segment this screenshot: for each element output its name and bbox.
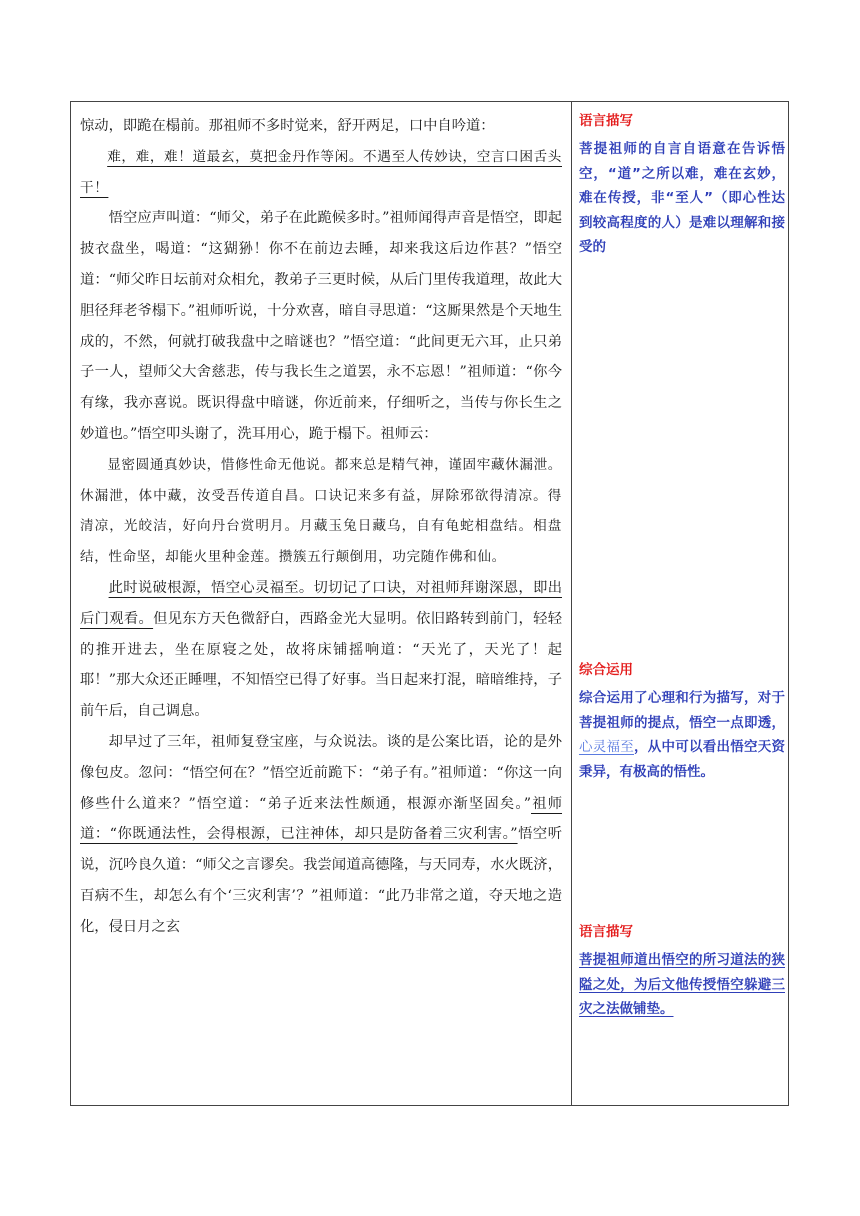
side-note-3: [579, 920, 785, 1022]
side-note-3-text: 菩提祖师道出悟空的所习道法的狭隘之处，为后文他传授悟空躲避三灾之法做铺垫。: [579, 952, 785, 1017]
paragraph-3-rest: 但见东方天色微舒白，西路金光大显明。依旧路转到前门，轻轻的推开进去，坐在原寝之处，故将床铺摇响道：“天光了，天光了！起耶！”那大众还正睡哩，不知悟空已得了好事。当日起来打混，暗暗维持，子前午后，自己调息。: [80, 610, 562, 720]
paragraph-4-start: 却早过了三年，祖师复登宝座，与众说法。谈的是公案比语，论的是外像包皮。忽问：“悟空何在？”悟空近前跪下：“弟子有。”祖师道：“你这一向修些什么道来？”悟空道：“弟子近来法性颇通，根源亦渐坚固矣。”: [80, 733, 562, 812]
main-text-column: [80, 111, 562, 943]
side-note-2-text-b: ，从中可以看出悟空天资秉异，有极高的悟性。: [579, 739, 785, 780]
side-note-1: [579, 109, 785, 260]
verse-1: [80, 142, 562, 204]
paragraph-1: 惊动，即跪在榻前。那祖师不多时觉来，舒开两足，口中自吟道：: [80, 118, 495, 134]
verse-2: 显密圆通真妙诀，惜修性命无他说。都来总是精气神，谨固牢藏休漏泄。休漏泄，体中藏，汝受吾传道自昌。口诀记来多有益，屏除邪欲得清凉。得清凉，光皎洁，好向丹台赏明月。月藏玉兔日藏乌，自有龟蛇相盘结。相盘结，性命坚，却能火里种金莲。攒簇五行颠倒用，功完随作佛和仙。: [80, 456, 562, 566]
paragraph-4: [80, 727, 562, 943]
side-note-2-text-a: 综合运用了心理和行为描写，对于菩提祖师的提点，悟空一点即透，: [579, 690, 785, 731]
verse-1-text: 难，难，难！道最玄，莫把金丹作等闲。不遇至人传妙诀，空言口困舌头干！: [80, 148, 562, 196]
paragraph-4-underlined: 祖师道：“你既通法性，会得根源，已注神体，却只是防备着三灾利害。”: [80, 795, 563, 843]
side-note-2-heading: 综合运用: [579, 662, 633, 678]
side-note-2: [579, 658, 785, 784]
side-note-2-body: [579, 686, 785, 784]
column-divider: [571, 102, 572, 1105]
side-note-1-heading: 语言描写: [579, 113, 633, 129]
side-note-1-body: 菩提祖师的自言自语意在告诉悟空，“道”之所以难，难在玄妙，难在传授，非“至人”（即心性达到较高程度的人）是难以理解和接受的: [579, 141, 785, 255]
paragraph-4-rest: 悟空听说，沉吟良久道：“师父之言谬矣。我尝闻道高德隆，与天同寿，水火既济，百病不生，却怎么有个‘三灾利害’？”祖师道：“此乃非常之道，夺天地之造化，侵日月之玄: [80, 826, 563, 935]
annotation-table: [70, 101, 789, 1106]
paragraph-3-underlined: 此时说破根源，悟空心灵福至。切切记了口诀，对祖师拜谢深恩，即出后门观看。: [80, 579, 562, 627]
side-note-3-heading: 语言描写: [579, 924, 633, 940]
paragraph-3: [80, 573, 562, 727]
side-note-2-highlight: 心灵福至: [579, 739, 634, 755]
paragraph-2: 悟空应声叫道：“师父，弟子在此跪候多时。”祖师闻得声音是悟空，即起披衣盘坐，喝道：“这猢狲！你不在前边去睡，却来我这后边作甚？”悟空道：“师父昨日坛前对众相允，教弟子三更时候，从后门里传我道理，故此大胆径拜老爷榻下。”祖师听说，十分欢喜，暗自寻思道：“这厮果然是个天地生成的，不然，何就打破我盘中之暗谜也？”悟空道：“此间更无六耳，止只弟子一人，望师父大舍慈悲，传与我长生之道罢，永不忘恩！”祖师道：“你今有缘，我亦喜说。既识得盘中暗谜，你近前来，仔细听之，当传与你长生之妙道也。”悟空叩头谢了，洗耳用心，跪于榻下。祖师云：: [80, 210, 562, 442]
side-note-3-body: [579, 948, 785, 1022]
